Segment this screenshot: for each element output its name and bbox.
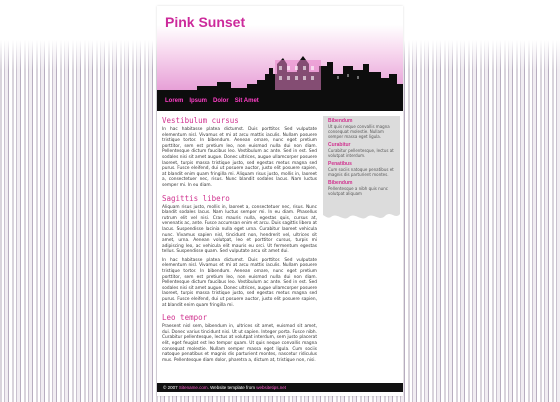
- sidebar-block: [328, 161, 396, 177]
- footer-site-link[interactable]: Sitename.com: [178, 385, 208, 390]
- sidebar-block: [328, 118, 396, 139]
- site-title[interactable]: Pink Sunset: [165, 14, 246, 30]
- main-navigation: [157, 90, 403, 111]
- sidebar-text: Cum sociis natoque penatibus et magnis dis parturient montes.: [328, 167, 394, 177]
- section-paragraph: Praesent nisl sem, bibendum in, ultrices sit amet, euismod sit amet, dui. Donec varius tincidunt nisi. Ut ut sapien. Integer porta. Fusce nibh. Curabitur pellentesque, lectus at volutpat interdum, sem justo placerat elit, eget feugiat est leo tempor quam. Ut quis neque convallis magna consequat molestie. Nullam semper massa eget ligula. Cum sociis natoque penatibus et magnis dis parturient montes, nascetur ridiculus mus. Pellentesque diam dolor, pharetra a, dictum at, tristique non, nisi.: [162, 324, 317, 363]
- sidebar-text: Ut quis neque convallis magna consequat molestie. Nullam semper massa eget ligula.: [328, 124, 390, 139]
- nav-item-dolor[interactable]: Dolor: [213, 97, 229, 104]
- footer-templates-link[interactable]: websitetips.net: [255, 385, 287, 390]
- sidebar-link-bibendum-2[interactable]: Bibendum: [328, 180, 353, 186]
- sidebar-link-bibendum[interactable]: Bibendum: [328, 118, 353, 124]
- sidebar-wave-decoration: [323, 206, 400, 222]
- content-section: [162, 116, 317, 189]
- footer-copyright: © 2007: [163, 385, 179, 390]
- sidebar-link-curabitur[interactable]: Curabitur: [328, 142, 351, 148]
- content-section: [162, 194, 317, 309]
- sidebar-text: Curabitur pellentesque, lectus at volutpat interdum.: [328, 148, 394, 158]
- main-content: [162, 116, 317, 388]
- section-heading: Sagittis libero: [162, 193, 230, 203]
- footer-from-text: from: [246, 385, 256, 390]
- sidebar-link-penatibus[interactable]: Penatibus: [328, 161, 352, 167]
- header: [157, 6, 403, 111]
- section-heading: Vestibulum cursus: [162, 116, 239, 125]
- nav-item-ipsum[interactable]: Ipsum: [189, 97, 208, 104]
- section-heading: Leo tempor: [162, 313, 208, 323]
- sidebar-block: [328, 142, 396, 158]
- footer: [157, 383, 403, 392]
- section-paragraph: Aliquam risus justo, mollis in, laoreet a, consectetuer nec, risus. Nunc blandit sodales lacus. Nam luctus semper mi. In eu diam. Phasellus rutrum elit vel nisi. Cras mauris nulla, egestas quis, cursus at, venenatis ac, ante. Fusce accumsan enim et arcu. Duis sagittis libero at lacus. Suspendisse lacinia nulla eget urna. Curabitur laoreet vehicula nunc. Vivamus sapien nisl, tincidunt non, hendrerit vel, ultrices sit amet, urna. Aenean volutpat, leo et porttitor cursus, turpis mi adipiscing leo, ac vehicula elit mauris eu orci. Ut fermentum egestas tellus. Suspendisse quam. Sed vulputate arcu sit amet dui.: [162, 204, 317, 255]
- page-container: [157, 6, 403, 396]
- footer-text: . Website template: [207, 385, 247, 390]
- section-paragraph: In hac habitasse platea dictumst. Duis porttitor. Sed vulputate elementum nisl. Vivamus et mi at arcu mattis iaculis. Nullam posuere tristique tortor. In bibendum. Aenean ornare, nunc eget pretium porttitor, sem est pretium leo, non euismod nulla dui non diam. Pellentesque dictum faucibus leo. Vestibulum ac ante. Sed in est. Sed sodales nisi sit amet augue. Donec ultrices, augue ullamcorper posuere laoreet, turpis massa tristique justo, sed egestas metus magna sed purus. Fusce eleifend, dui ut posuere auctor, justo elit posuere sapien, at blandit enim quam fringilla mi.: [162, 257, 317, 308]
- sidebar: [323, 116, 400, 212]
- section-paragraph: In hac habitasse platea dictumst. Duis porttitor. Sed vulputate elementum nisl. Vivamus et mi at arcu mattis iaculis. Nullam posuere tristique tortor. In bibendum. Aenean ornare, nunc eget pretium porttitor, sem est pretium leo, non euismod nulla dui non diam. Pellentesque dictum faucibus leo. Vestibulum ac ante. Sed in est. Sed sodales nisi sit amet augue. Donec ultrices, augue ullamcorper posuere laoreet, turpis massa tristique justo, sed egestas metus magna sed purus. Fusce eleifend, dui ut posuere auctor, justo elit posuere sapien, at blandit enim quam fringilla mi. Aliquam risus justo, mollis in, laoreet a, consectetuer nec, risus. Nunc blandit sodales lacus. Nam luctus semper mi. In eu diam.: [162, 127, 317, 188]
- sidebar-text: Pellentesque a nibh quis nunc volutpat aliquam: [328, 186, 388, 196]
- content-section: [162, 313, 317, 363]
- nav-item-sit-amet[interactable]: Sit Amet: [234, 97, 259, 104]
- nav-item-lorem[interactable]: Lorem: [165, 97, 184, 104]
- sidebar-block: [328, 180, 396, 196]
